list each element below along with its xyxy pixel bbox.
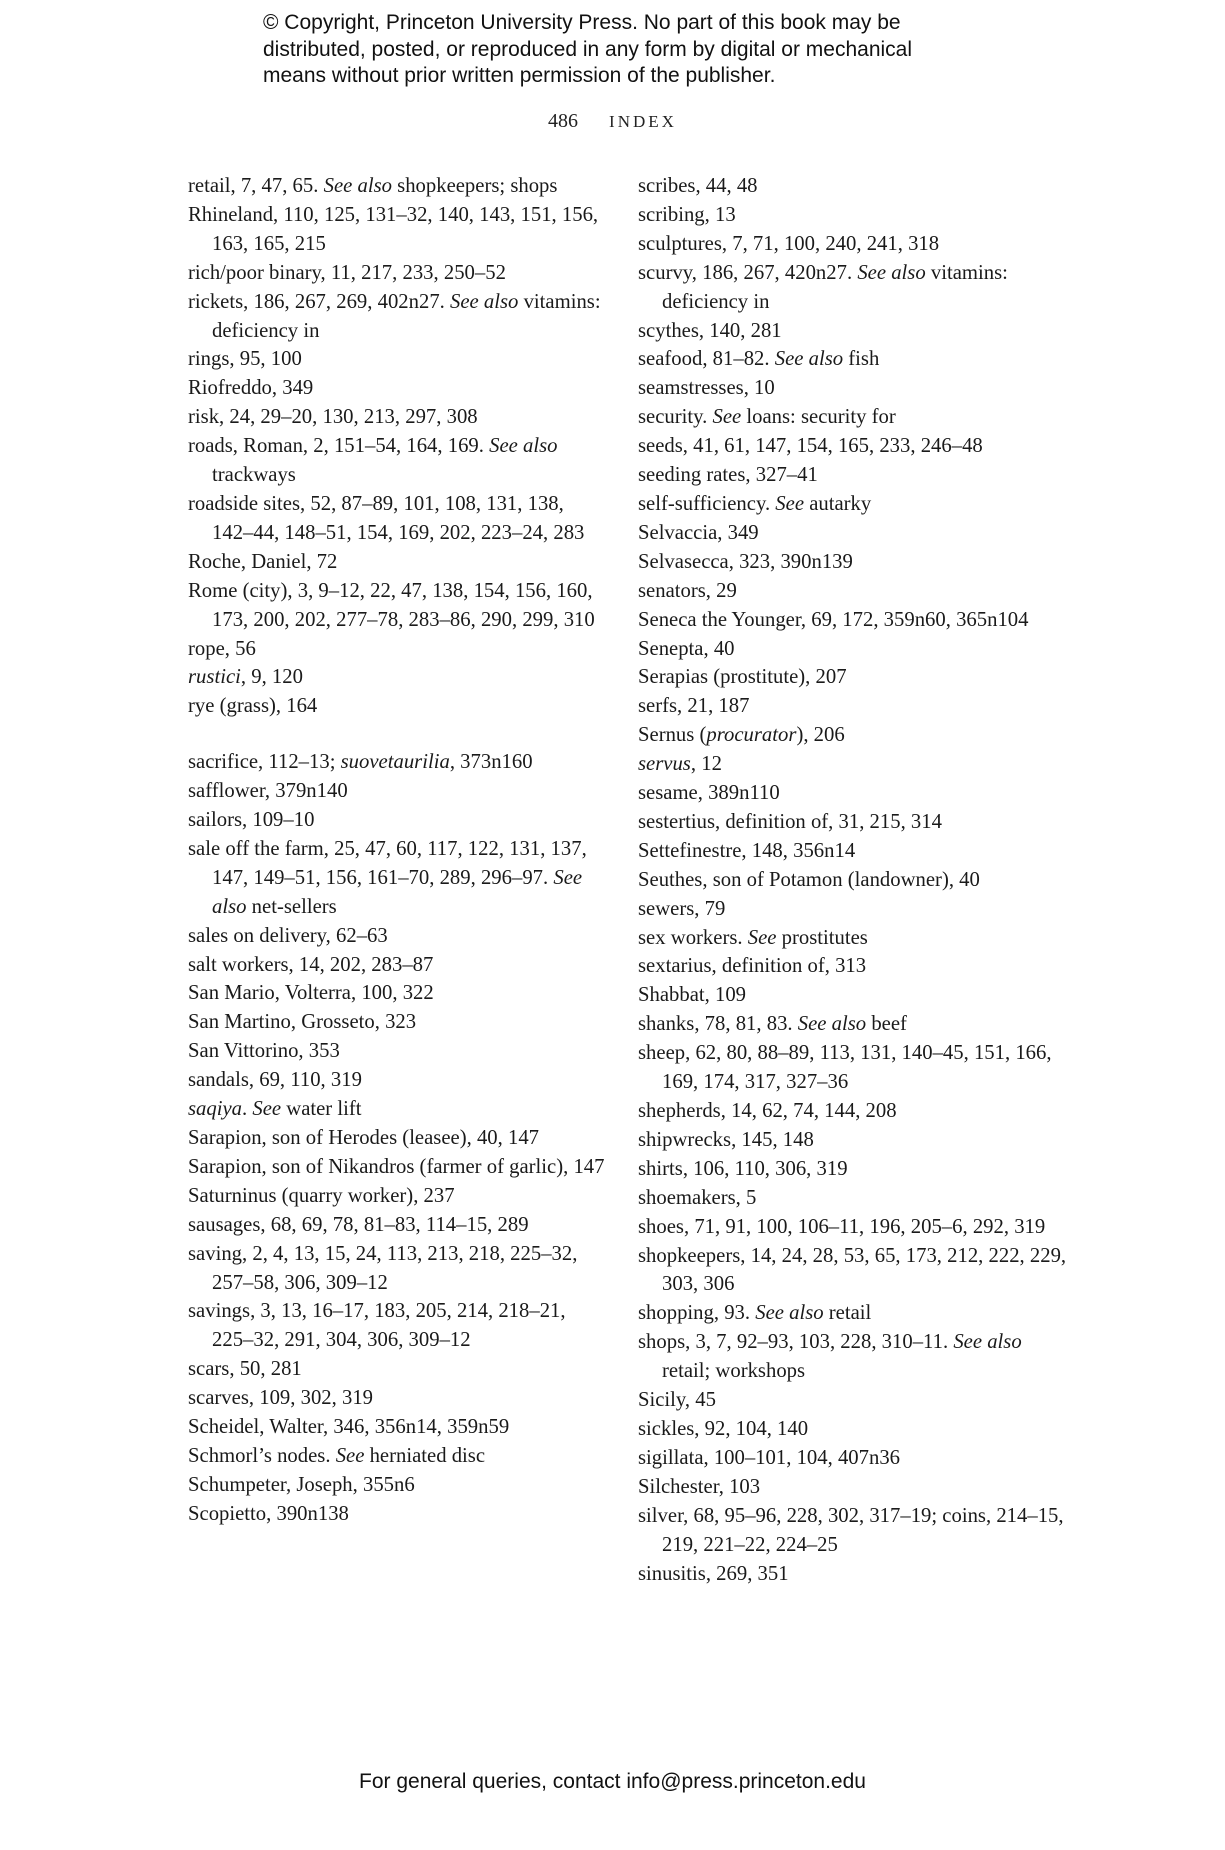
index-entry [188,1240,608,1298]
index-entry [188,577,608,635]
index-entry-text: , 12 [690,753,722,776]
index-entry-text: scars, 50, 281 [188,1358,302,1381]
index-entry [638,345,1068,374]
index-entry-text: serfs, 21, 187 [638,695,750,718]
index-entry-text: security. [638,406,713,429]
index-entry-text: seeding rates, 327–41 [638,464,818,487]
index-entry-text: vitamins: deficiency in [212,290,601,342]
index-entry [638,606,1068,635]
index-entry-text: Sarapion, son of Herodes (leasee), 40, 147 [188,1127,540,1149]
index-entry [638,1213,1068,1242]
index-entry-text: shirts, 106, 110, 306, 319 [638,1157,848,1180]
index-entry [188,748,608,777]
index-entry-text: vitamins: deficiency in [662,261,1008,313]
index-entry [638,1184,1068,1213]
index-entry-text: Seneca the Younger, 69, 172, 359n60, 365n104 [638,608,1029,631]
index-entry [188,1124,608,1153]
index-entry [638,1155,1068,1184]
page-title: INDEX [609,112,677,131]
index-entry [638,403,1068,432]
index-entry-text: herniated disc [364,1444,486,1467]
index-entry [188,922,608,951]
index-entry-italic-text: servus [638,753,691,776]
index-entry-text: Selvasecca, 323, 390n139 [638,550,853,573]
index-entry-text: shepherds, 14, 62, 74, 144, 208 [638,1100,897,1122]
copyright-line: © Copyright, Princeton University Press. No part of this book may be [263,11,901,34]
index-entry-text: autarky [804,492,872,515]
index-entry-text: Scheidel, Walter, 346, 356n14, 359n59 [188,1416,510,1439]
index-entry [638,317,1068,346]
index-entry-text: Sernus ( [638,724,707,747]
index-entry [638,952,1068,981]
index-entry-text: sextarius, definition of, 313 [638,955,867,978]
index-column-right [638,172,1068,1588]
index-entry-italic-text: rustici [188,666,241,689]
index-entry [188,1008,608,1037]
index-entry-italic-text: See also [797,1013,867,1036]
index-entry [188,835,608,922]
index-entry [638,981,1068,1010]
index-entry-text: seafood, 81–82. [638,348,775,371]
index-entry-text: Rome (city), 3, 9–12, 22, 47, 138, 154, 156, 160, 173, 200, 202, 277–78, 283–86, 290, 299, 310 [188,579,595,631]
index-entry-text: sigillata, 100–101, 104, 407n36 [638,1446,901,1469]
index-entry-text: Silchester, 103 [638,1475,761,1498]
index-entry-text: sinusitis, 269, 351 [638,1562,789,1585]
index-entry-text: scythes, 140, 281 [638,319,782,342]
index-entry [638,663,1068,692]
index-entry [188,1442,608,1471]
index-entry [638,1097,1068,1126]
index-entry-italic-text: See [747,926,777,949]
index-entry-text: rope, 56 [188,637,256,660]
index-entry [188,635,608,664]
index-entry [638,779,1068,808]
index-entry-text: sausages, 68, 69, 78, 81–83, 114–15, 289 [188,1213,529,1236]
index-entry [188,1413,608,1442]
index-entry [188,1066,608,1095]
index-entry [188,345,608,374]
index-entry [188,663,608,692]
index-entry-text: net-sellers [246,895,337,918]
index-entry [188,806,608,835]
index-entry [638,866,1068,895]
index-entry-text: trackways [212,464,296,487]
index-entry-text: Serapias (prostitute), 207 [638,666,847,689]
index-entry-text: shopkeepers; shops [391,175,558,197]
index-entry [638,259,1068,317]
index-entry-text: San Vittorino, 353 [188,1040,340,1063]
index-entry-text: seamstresses, 10 [638,377,775,400]
index-entry-text: retail, 7, 47, 65. [188,175,324,197]
index-entry-text: savings, 3, 13, 16–17, 183, 205, 214, 218–21, 225–32, 291, 304, 306, 309–12 [188,1300,566,1352]
index-entry-text: rye (grass), 164 [188,695,318,718]
index-entry [638,432,1068,461]
index-entry-text: self-sufficiency. [638,492,776,515]
index-entry [188,288,608,346]
index-entry-text: sandals, 69, 110, 319 [188,1069,362,1092]
index-entry [638,1444,1068,1473]
index-entry [638,1010,1068,1039]
index-entry-text: senators, 29 [638,579,737,602]
index-entry-text: roadside sites, 52, 87–89, 101, 108, 131, 138, 142–44, 148–51, 154, 169, 202, 223–24, 283 [188,492,585,544]
index-entry [638,924,1068,953]
footer-contact: For general queries, contact info@press.princeton.edu [359,1770,866,1793]
index-entry-text: Settefinestre, 148, 356n14 [638,839,856,862]
index-entry [188,259,608,288]
index-entry [638,635,1068,664]
index-entry [188,777,608,806]
index-entry-text: shipwrecks, 145, 148 [638,1128,814,1151]
index-entry-text: shoes, 71, 91, 100, 106–11, 196, 205–6, 292, 319 [638,1215,1046,1238]
running-head [0,110,1225,133]
index-entry-italic-text: See [712,406,742,429]
index-entry [188,201,608,259]
index-entry-italic-text: procurator [706,724,797,747]
index-entry [188,1384,608,1413]
index-entry [638,837,1068,866]
index-entry [638,519,1068,548]
index-entry-text: rickets, 186, 267, 269, 402n27. [188,290,451,313]
index-entry [638,374,1068,403]
index-entry [638,1126,1068,1155]
index-entry-text: saving, 2, 4, 13, 15, 24, 113, 213, 218, 225–32, 257–58, 306, 309–12 [188,1242,578,1294]
index-entry-text: Schmorl’s nodes. [188,1444,336,1467]
copyright-line: distributed, posted, or reproduced in any form by digital or mechanical [263,37,913,61]
index-entry [638,808,1068,837]
index-entry [188,432,608,490]
index-entry [638,1299,1068,1328]
index-entry [638,895,1068,924]
index-entry-text: Seuthes, son of Potamon (landowner), 40 [638,868,980,891]
index-entry [188,1153,608,1182]
index-entry-text: Sicily, 45 [638,1389,716,1412]
index-entry-text: sales on delivery, 62–63 [188,924,388,947]
index-entry-text: scribing, 13 [638,203,736,226]
index-entry [638,1415,1068,1444]
index-entry-text: Senepta, 40 [638,637,735,660]
index-entry [188,1471,608,1500]
index-entry-text: Rhineland, 110, 125, 131–32, 140, 143, 151, 156, 163, 165, 215 [188,203,599,255]
index-entry-text: silver, 68, 95–96, 228, 302, 317–19; coins, 214–15, 219, 221–22, 224–25 [638,1504,1064,1556]
index-entry-text: rings, 95, 100 [188,348,302,371]
index-entry [188,490,608,548]
index-entry-text: ), 206 [796,724,845,747]
index-entry [638,1386,1068,1415]
index-entry-text: sailors, 109–10 [188,809,315,832]
index-entry-italic-text: See [252,1098,282,1121]
index-entry-text: salt workers, 14, 202, 283–87 [188,953,434,976]
index-entry-text: Selvaccia, 349 [638,521,759,544]
index-entry-italic-text: saqiya [188,1098,243,1121]
index-entry-text: retail [823,1302,872,1325]
index-entry-text: scurvy, 186, 267, 420n27. [638,261,858,284]
index-entry-text: Saturninus (quarry worker), 237 [188,1184,455,1207]
index-entry-text: Shabbat, 109 [638,984,747,1007]
index-entry-italic-text: See also [489,435,558,458]
index-entry-italic-text: See also [450,290,519,313]
index-entry-text: scribes, 44, 48 [638,175,758,197]
index-entry-text: Schumpeter, Joseph, 355n6 [188,1473,415,1496]
index-entry [638,201,1068,230]
index-entry-italic-text: See also [774,348,844,371]
index-entry-italic-text: See also [953,1331,1022,1354]
copyright-line: means without prior written permission of the publisher. [263,64,776,87]
index-entry-text: shops, 3, 7, 92–93, 103, 228, 310–11. [638,1331,954,1354]
index-entry [638,577,1068,606]
letter-section-gap [188,721,608,748]
index-entry-italic-text: See also [857,261,926,284]
index-entry-text: San Mario, Volterra, 100, 322 [188,982,434,1005]
index-entry [188,1182,608,1211]
index-entry-text: rich/poor binary, 11, 217, 233, 250–52 [188,261,506,284]
index-entry-text: sesame, 389n110 [638,782,780,805]
index-entry-text: shanks, 78, 81, 83. [638,1013,798,1036]
index-entry [638,1473,1068,1502]
index-entry [188,979,608,1008]
index-entry-text: shopping, 93. [638,1302,756,1325]
index-entry-text: Sarapion, son of Nikandros (farmer of garlic), 147 [188,1155,605,1178]
index-entry [188,1355,608,1384]
index-entry [188,951,608,980]
index-entry-text: fish [843,348,880,371]
index-entry-text: , 373n160 [449,751,533,774]
index-entry-text: Scopietto, 390n138 [188,1502,349,1525]
index-entry [638,230,1068,259]
index-entry-text: , 9, 120 [240,666,303,689]
index-entry [638,1039,1068,1097]
index-entry-text: scarves, 109, 302, 319 [188,1387,374,1410]
index-entry [188,403,608,432]
index-entry-text: loans: security for [741,406,896,429]
index-entry-italic-text: See also [212,866,583,918]
index-entry [188,548,608,577]
index-entry-text: shopkeepers, 14, 24, 28, 53, 65, 173, 212, 222, 229, 303, 306 [638,1244,1067,1296]
index-entry-text: water lift [281,1098,362,1121]
index-entry [638,1560,1068,1589]
index-entry-text: sickles, 92, 104, 140 [638,1417,809,1440]
index-entry-text: sacrifice, 112–13; [188,751,341,774]
copyright-notice [263,10,1023,90]
index-entry [638,172,1068,201]
index-entry-text: prostitutes [776,926,868,949]
index-entry [188,1297,608,1355]
index-entry [638,1502,1068,1560]
index-entry-text: risk, 24, 29–20, 130, 213, 297, 308 [188,406,478,429]
page-number: 486 [548,110,579,132]
index-entry-italic-text: See also [323,175,392,197]
index-entry-text: sculptures, 7, 71, 100, 240, 241, 318 [638,232,940,255]
index-entry-text: sewers, 79 [638,897,726,920]
index-entry-italic-text: See [335,1444,365,1467]
index-entry [188,692,608,721]
index-entry-text: beef [866,1013,907,1036]
index-entry-text: shoemakers, 5 [638,1186,757,1209]
index-entry-text: sestertius, definition of, 31, 215, 314 [638,810,942,833]
index-entry-italic-text: See also [755,1302,824,1325]
index-entry-text: roads, Roman, 2, 151–54, 164, 169. [188,435,490,458]
index-entry-text: retail; workshops [662,1360,806,1383]
index-entry-text: seeds, 41, 61, 147, 154, 165, 233, 246–48 [638,435,983,458]
index-entry-text: safflower, 379n140 [188,780,348,803]
index-entry [188,172,608,201]
index-entry-text: Roche, Daniel, 72 [188,550,338,573]
index-entry [188,1037,608,1066]
index-entry-text: . [242,1098,253,1121]
index-entry-text: sex workers. [638,926,748,949]
index-entry [188,1500,608,1529]
index-entry [638,750,1068,779]
index-entry-text: sheep, 62, 80, 88–89, 113, 131, 140–45, 151, 166, 169, 174, 317, 327–36 [638,1042,1052,1094]
index-entry [638,1328,1068,1386]
index-entry [188,1095,608,1124]
index-entry-text: sale off the farm, 25, 47, 60, 117, 122, 131, 137, 147, 149–51, 156, 161–70, 289, 296–97. [188,837,587,889]
index-entry [638,1242,1068,1300]
index-entry [188,374,608,403]
index-entry [638,721,1068,750]
index-entry [638,490,1068,519]
index-entry-text: Riofreddo, 349 [188,377,314,400]
index-entry-italic-text: suovetaurilia [340,751,450,774]
index-column-left [188,172,608,1529]
index-entry-text: San Martino, Grosseto, 323 [188,1011,417,1034]
index-entry [638,692,1068,721]
index-entry [188,1211,608,1240]
index-entry [638,461,1068,490]
index-entry [638,548,1068,577]
index-entry-italic-text: See [775,492,805,515]
